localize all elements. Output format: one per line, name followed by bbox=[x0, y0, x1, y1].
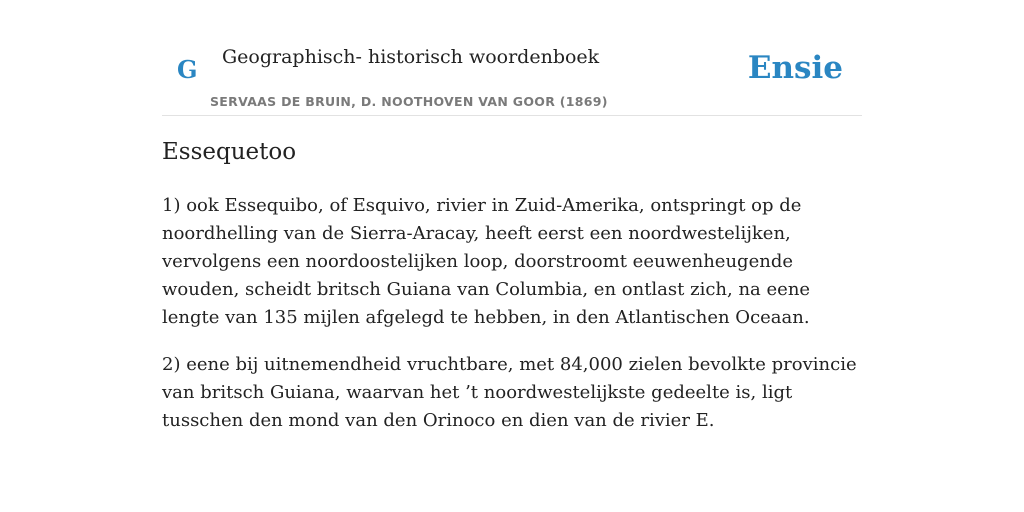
dictionary-title-link[interactable]: Geographisch- historisch woordenboek bbox=[222, 46, 600, 68]
ensie-logo-link[interactable]: Ensie bbox=[747, 50, 843, 86]
definition-paragraph: 1) ook Essequibo, of Esquivo, rivier in Zuid-Amerika, ontspringt op de noordhelling van de Sierra-Aracay, heeft eerst een noordwestelijken, vervolgens een noordoostelijken loop, doorstroomt eeuwenheugende wouden, scheidt britsch Guiana van Columbia, en ontlast zich, na eene lengte van 135 mijlen afgelegd te hebben, in den Atlantischen Oceaan. bbox=[162, 195, 811, 328]
entry-title: Essequetoo bbox=[162, 139, 297, 165]
dictionary-logo-letter[interactable]: G bbox=[177, 55, 198, 84]
dictionary-authors: SERVAAS DE BRUIN, D. NOOTHOVEN VAN GOOR (1869) bbox=[210, 94, 608, 109]
definition-paragraph: 2) eene bij uitnemendheid vruchtbare, met 84,000 zielen bevolkte provincie van britsch Guiana, waarvan het ’t noordwestelijkste gedeelte is, ligt tusschen den mond van den Orinoco en dien van de rivier E. bbox=[162, 354, 857, 431]
dictionary-header bbox=[162, 36, 862, 116]
entry-body bbox=[162, 192, 862, 454]
